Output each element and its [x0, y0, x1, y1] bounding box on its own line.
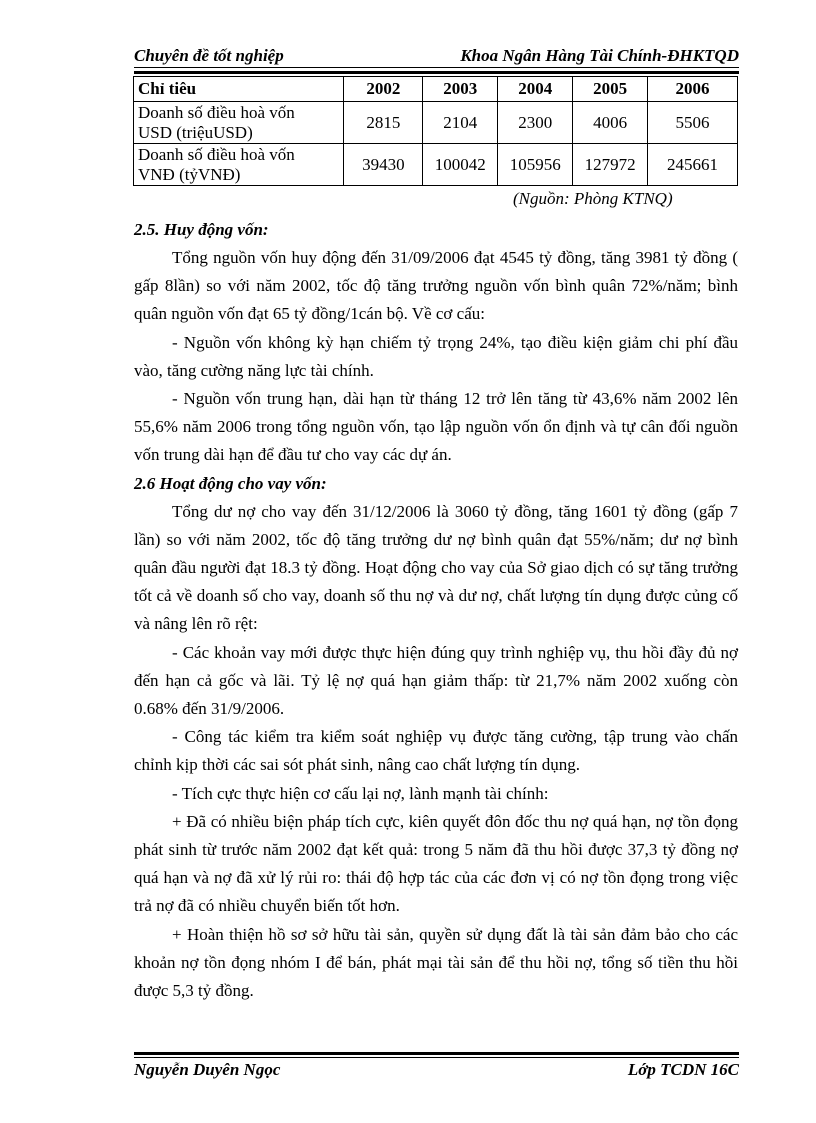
table-header-cell: 2003 [423, 77, 498, 102]
table-cell: 2300 [498, 102, 573, 144]
header-rule-thick [134, 71, 739, 74]
paragraph: - Nguồn vốn trung hạn, dài hạn từ tháng 12 trở lên tăng từ 43,6% năm 2002 lên 55,6% năm 2006 trong tổng nguồn vốn, tạo lập nguồn vốn ổn định và tự cân đối nguồn vốn trung dài hạn để đầu tư cho vay các dự án. [134, 389, 738, 465]
section-heading-capital-mobilization: 2.5. Huy động vốn: [134, 220, 269, 239]
table-cell: 245661 [648, 144, 738, 186]
footer-class: Lớp TCDN 16C [627, 1060, 739, 1079]
paragraph: Tổng dư nợ cho vay đến 31/12/2006 là 3060 tỷ đồng, tăng 1601 tỷ đồng (gấp 7 lần) so với năm 2002, tốc độ tăng trưởng dư nợ bình quân đạt 55%/năm; dư nợ bình quân đầu người đạt 18.3 tỷ đồng. Hoạt động cho vay của Sở giao dịch có sự tăng trưởng tốt cả về doanh số cho vay, doanh số thu nợ và dư nợ, chất lượng tín dụng được củng cố và nâng lên rõ rệt: [134, 501, 738, 634]
table-cell: 2815 [344, 102, 423, 144]
document-body [134, 216, 738, 1005]
paragraph: + Đã có nhiều biện pháp tích cực, kiên quyết đôn đốc thu nợ quá hạn, nợ tồn đọng phát sinh từ trước năm 2002 đạt kết quả: trong 5 năm đã thu hồi được 37,3 tỷ đồng nợ quá hạn và nợ đã xử lý rủi ro: thái độ hợp tác của các đơn vị có nợ tồn đọng trong việc trả nợ đã có nhiều chuyển biến tốt hơn. [134, 811, 738, 916]
table-cell: 105956 [498, 144, 573, 186]
table-header-cell: 2005 [573, 77, 648, 102]
paragraph: - Công tác kiểm tra kiểm soát nghiệp vụ được tăng cường, tập trung vào chấn chỉnh kịp thời các sai sót phát sinh, nâng cao chất lượng tín dụng. [134, 727, 738, 775]
table-cell: 2104 [423, 102, 498, 144]
row-label-line: VNĐ (tỷVNĐ) [138, 164, 241, 184]
table-cell: 39430 [344, 144, 423, 186]
table-header-cell: 2002 [344, 77, 423, 102]
header-right-title: Khoa Ngân Hàng Tài Chính-ĐHKTQD [460, 46, 739, 65]
table-row [134, 102, 738, 144]
table-header-cell: 2006 [648, 77, 738, 102]
footer-rule-thin [134, 1057, 739, 1058]
row-label-line: Doanh số điều hoà vốn [138, 144, 295, 164]
section-heading-lending: 2.6 Hoạt động cho vay vốn: [134, 473, 327, 493]
table-cell: 5506 [648, 102, 738, 144]
paragraph: Tổng nguồn vốn huy động đến 31/09/2006 đạt 4545 tỷ đồng, tăng 3981 tỷ đồng ( gấp 8lần) so với năm 2002, tốc độ tăng trưởng nguồn vốn bình quân 72%/năm; bình quân nguồn vốn đạt 65 tỷ đồng/1cán bộ. Về cơ cấu: [134, 248, 738, 324]
footer-author: Nguyễn Duyên Ngọc [134, 1060, 281, 1079]
table-header-cell: Chỉ tiêu [134, 77, 344, 102]
table-cell: 100042 [423, 144, 498, 186]
table-cell: 4006 [573, 102, 648, 144]
header-left-title: Chuyên đề tốt nghiệp [134, 46, 284, 65]
row-label-line: USD (triệuUSD) [138, 122, 253, 142]
table-cell: 127972 [573, 144, 648, 186]
row-label [134, 144, 344, 186]
header-rule-thin [134, 67, 739, 68]
table-source-note: (Nguồn: Phòng KTNQ) [513, 189, 673, 208]
footer-rule-thick [134, 1052, 739, 1055]
capital-regulation-table [133, 76, 738, 186]
page-footer [134, 1060, 739, 1084]
table-header-row [134, 77, 738, 102]
paragraph: - Tích cực thực hiện cơ cấu lại nợ, lành mạnh tài chính: [172, 783, 549, 803]
table-row [134, 144, 738, 186]
row-label [134, 102, 344, 144]
paragraph: + Hoàn thiện hồ sơ sở hữu tài sản, quyền sử dụng đất là tài sản đảm bảo cho các khoản nợ tồn đọng nhóm I để bán, phát mại tài sản để thu hồi nợ, tổng số tiền thu hồi được 5,3 tỷ đồng. [134, 924, 738, 1001]
table-header-cell: 2004 [498, 77, 573, 102]
row-label-line: Doanh số điều hoà vốn [138, 102, 295, 122]
paragraph: - Các khoản vay mới được thực hiện đúng quy trình nghiệp vụ, thu hồi đầy đủ nợ đến hạn cả gốc và lãi. Tỷ lệ nợ quá hạn giảm thấp: từ 21,7% năm 2002 xuống còn 0.68% đến 31/9/2006. [134, 642, 738, 719]
paragraph: - Nguồn vốn không kỳ hạn chiếm tỷ trọng 24%, tạo điều kiện giảm chi phí đầu vào, tăng cường năng lực tài chính. [134, 332, 738, 380]
